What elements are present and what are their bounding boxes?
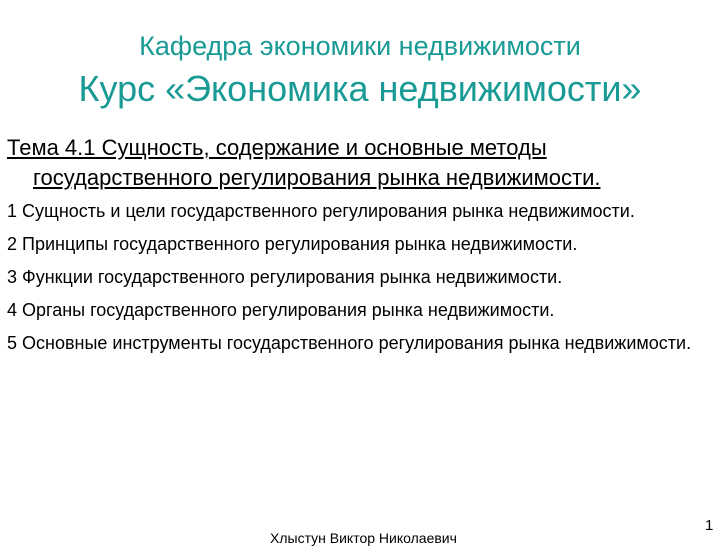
list-item-1: 1 Сущность и цели государственного регулирования рынка недвижимости. — [7, 201, 635, 221]
topic-heading: Тема 4.1 Сущность, содержание и основные методы государственного регулирования рынка недвижимости. — [7, 135, 601, 190]
slide-header — [0, 28, 720, 112]
list-item-4: 4 Органы государственного регулирования рынка недвижимости. — [7, 300, 555, 320]
list-item-2: 2 Принципы государственного регулирования рынка недвижимости. — [7, 234, 578, 254]
author-footer: Хлыстун Виктор Николаевич — [270, 530, 457, 546]
page-number: 1 — [705, 517, 714, 534]
course-title: Курс «Экономика недвижимости» — [78, 68, 642, 109]
list-item-5: 5 Основные инструменты государственного регулирования рынка недвижимости. — [7, 333, 692, 353]
list-item-3: 3 Функции государственного регулирования рынка недвижимости. — [7, 267, 563, 287]
department-title: Кафедра экономики недвижимости — [139, 31, 581, 61]
slide-content — [7, 133, 707, 362]
